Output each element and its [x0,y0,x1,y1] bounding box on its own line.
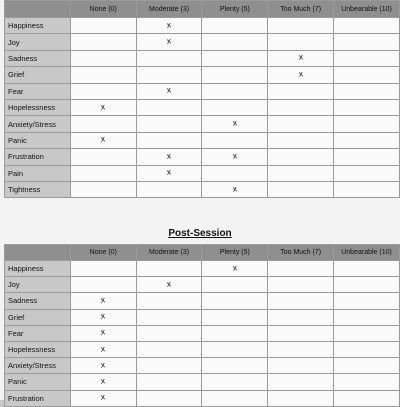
table-row [5,149,400,165]
rating-cell[interactable] [334,18,400,34]
rating-cell[interactable] [136,34,202,50]
rating-cell[interactable] [70,309,136,325]
rating-cell[interactable] [136,67,202,83]
table-row [5,374,400,390]
rating-cell[interactable] [334,341,400,357]
check-mark: x [231,262,238,273]
rating-cell[interactable] [202,18,268,34]
pre-session-header-row [5,1,400,18]
rating-cell[interactable] [70,390,136,406]
emotion-label: Hopelessness [5,99,71,115]
emotion-label: Grief [5,67,71,83]
rating-cell[interactable] [334,83,400,99]
header-corner [5,1,71,18]
check-mark: x [100,327,107,338]
rating-cell[interactable] [268,293,334,309]
rating-cell[interactable] [268,277,334,293]
rating-cell[interactable] [70,149,136,165]
rating-cell[interactable] [136,116,202,132]
post-session-title: Post-Session [168,228,232,239]
rating-cell[interactable] [70,132,136,148]
rating-cell[interactable] [268,309,334,325]
column-header-none: None (0) [70,1,136,18]
rating-cell[interactable] [202,67,268,83]
rating-cell[interactable] [70,116,136,132]
column-header-too-much: Too Much (7) [268,1,334,18]
post-session-header-row [5,245,400,261]
check-mark: x [231,118,238,128]
column-header-unbearable: Unbearable (10) [334,245,400,261]
column-header-too-much: Too Much (7) [268,245,334,261]
rating-cell[interactable] [202,293,268,309]
rating-cell[interactable] [268,34,334,50]
rating-cell[interactable] [334,277,400,293]
rating-cell[interactable] [136,325,202,341]
rating-cell[interactable] [136,277,202,293]
rating-cell[interactable] [334,293,400,309]
check-mark: x [166,20,172,30]
rating-cell[interactable] [268,325,334,341]
rating-cell[interactable] [268,165,334,181]
table-row [5,309,400,325]
table-row [5,83,400,99]
table-row [5,325,400,341]
rating-cell[interactable] [70,325,136,341]
emotion-label: Sadness [5,293,71,309]
rating-cell[interactable] [136,18,202,34]
rating-cell[interactable] [70,293,136,309]
rating-cell[interactable] [268,132,334,148]
pre-session-table [4,0,400,198]
rating-cell[interactable] [334,132,400,148]
emotion-label: Frustration [5,390,71,406]
emotion-label: Happiness [5,261,71,277]
rating-cell[interactable] [202,374,268,390]
table-row [5,165,400,181]
rating-cell[interactable] [202,99,268,115]
table-row [5,132,400,148]
rating-cell[interactable] [70,18,136,34]
check-mark: x [231,151,238,161]
column-header-none: None (0) [70,245,136,261]
table-row [5,50,400,66]
rating-cell[interactable] [136,83,202,99]
column-header-unbearable: Unbearable (10) [334,1,400,18]
check-mark: x [297,69,304,79]
check-mark: x [100,360,107,370]
check-mark: x [297,52,304,63]
check-mark: x [100,392,107,402]
rating-cell[interactable] [202,165,268,181]
rating-cell[interactable] [70,34,136,50]
rating-cell[interactable] [70,165,136,181]
emotion-label: Frustration [5,149,71,165]
column-header-moderate: Moderate (3) [136,1,202,18]
emotion-label: Panic [5,132,71,148]
rating-cell[interactable] [334,34,400,50]
rating-cell[interactable] [70,50,136,66]
rating-cell[interactable] [268,18,334,34]
check-mark: x [231,183,238,194]
table-row [5,99,400,115]
check-mark: x [100,311,107,322]
check-mark: x [100,101,107,112]
rating-cell[interactable] [334,390,400,406]
rating-cell[interactable] [136,374,202,390]
column-header-plenty: Plenty (5) [202,1,268,18]
rating-cell[interactable] [202,50,268,66]
rating-cell[interactable] [268,67,334,83]
rating-cell[interactable] [268,181,334,197]
check-mark: x [100,376,107,386]
check-mark: x [100,295,107,305]
rating-cell[interactable] [334,309,400,325]
table-row [5,18,400,34]
rating-cell[interactable] [202,116,268,132]
check-mark: x [166,151,172,161]
rating-cell[interactable] [136,165,202,181]
rating-cell[interactable] [70,99,136,115]
rating-cell[interactable] [334,165,400,181]
table-row [5,341,400,357]
rating-cell[interactable] [202,149,268,165]
rating-cell[interactable] [136,293,202,309]
rating-cell[interactable] [70,261,136,277]
table-row [5,261,400,277]
emotion-label: Hopelessness [5,341,71,357]
emotion-label: Anxiety/Stress [5,116,71,132]
rating-cell[interactable] [202,277,268,293]
table-row [5,67,400,83]
rating-cell[interactable] [268,390,334,406]
rating-cell[interactable] [268,358,334,374]
rating-cell[interactable] [334,374,400,390]
rating-cell[interactable] [136,149,202,165]
rating-cell[interactable] [202,83,268,99]
rating-cell[interactable] [136,309,202,325]
rating-cell[interactable] [334,181,400,197]
rating-cell[interactable] [268,149,334,165]
rating-cell[interactable] [136,99,202,115]
emotion-label: Pain [5,165,71,181]
rating-cell[interactable] [202,341,268,357]
rating-cell[interactable] [70,358,136,374]
rating-cell[interactable] [136,341,202,357]
rating-cell[interactable] [70,341,136,357]
emotion-label: Joy [5,34,71,50]
rating-cell[interactable] [334,149,400,165]
rating-cell[interactable] [268,261,334,277]
header-corner [5,245,71,261]
rating-cell[interactable] [268,83,334,99]
rating-cell[interactable] [268,50,334,66]
rating-cell[interactable] [202,181,268,197]
rating-cell[interactable] [70,277,136,293]
table-row [5,293,400,309]
post-session-body [5,261,400,407]
post-session-table [4,244,400,407]
table-row [5,116,400,132]
table-row [5,181,400,197]
rating-cell[interactable] [136,358,202,374]
rating-cell[interactable] [136,261,202,277]
pre-session-body [5,18,400,198]
rating-cell[interactable] [136,50,202,66]
emotion-label: Grief [5,309,71,325]
rating-cell[interactable] [136,390,202,406]
emotion-label: Fear [5,325,71,341]
rating-cell[interactable] [334,50,400,66]
rating-cell[interactable] [70,374,136,390]
rating-cell[interactable] [70,181,136,197]
emotion-label: Happiness [5,18,71,34]
table-row [5,277,400,293]
check-mark: x [100,134,107,145]
table-row [5,390,400,406]
rating-cell[interactable] [334,325,400,341]
table-row [5,34,400,50]
rating-cell[interactable] [334,261,400,277]
rating-cell[interactable] [202,390,268,406]
rating-cell[interactable] [334,67,400,83]
rating-cell[interactable] [334,116,400,132]
table-row [5,358,400,374]
rating-cell[interactable] [136,132,202,148]
check-mark: x [166,167,172,178]
column-header-plenty: Plenty (5) [202,245,268,261]
check-mark: x [166,85,172,96]
emotion-label: Sadness [5,50,71,66]
rating-cell[interactable] [202,325,268,341]
rating-cell[interactable] [268,99,334,115]
column-header-moderate: Moderate (3) [136,245,202,261]
check-mark: x [166,279,172,289]
rating-cell[interactable] [202,34,268,50]
rating-cell[interactable] [202,309,268,325]
rating-cell[interactable] [202,261,268,277]
emotion-label: Tightness [5,181,71,197]
rating-cell[interactable] [268,374,334,390]
emotion-label: Fear [5,83,71,99]
rating-cell[interactable] [136,181,202,197]
rating-cell[interactable] [334,358,400,374]
emotion-label: Joy [5,277,71,293]
emotion-label: Anxiety/Stress [5,358,71,374]
rating-cell[interactable] [70,67,136,83]
rating-cell[interactable] [268,341,334,357]
rating-cell[interactable] [334,99,400,115]
rating-cell[interactable] [268,116,334,132]
rating-cell[interactable] [70,83,136,99]
emotion-label: Panic [5,374,71,390]
check-mark: x [166,36,172,46]
rating-cell[interactable] [202,358,268,374]
check-mark: x [100,343,107,354]
rating-cell[interactable] [202,132,268,148]
